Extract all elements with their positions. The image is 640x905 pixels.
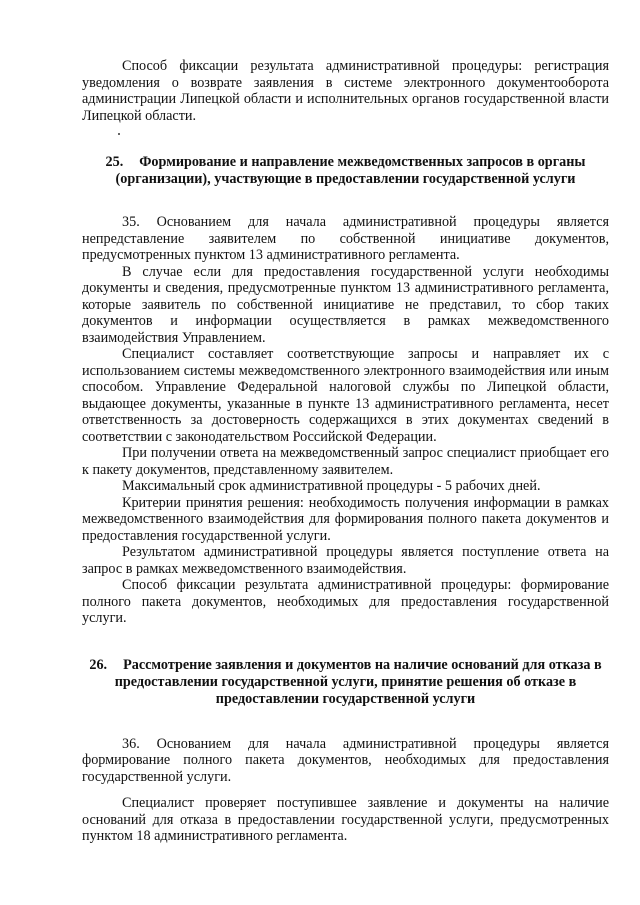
section-title: Рассмотрение заявления и документов на наличие оснований для отказа в предоставлении государственной услуги, принятие решения об отказе в предоставлении государственной услуги [114,656,602,707]
paragraph: Результатом административной процедуры является поступление ответа на запрос в рамках межведомственного взаимодействия. [82,544,609,577]
document-body [82,58,609,845]
paragraph-35: 35. Основанием для начала административной процедуры является непредставление заявителем по собственной инициативе документов, предусмотренных пунктом 13 административного регламента. [82,214,609,263]
paragraph: Максимальный срок административной процедуры - 5 рабочих дней. [122,478,541,494]
section-heading-25 [82,154,609,188]
paragraph: Специалист проверяет поступившее заявление и документы на наличие оснований для отказа в предоставлении государственной услуги, предусмотренных пунктом 18 административного регламента. [82,795,609,844]
paragraph: Критерии принятия решения: необходимость получения информации в рамках межведомственного взаимодействия для формирования полного пакета документов и предоставления государственной услуги. [82,494,609,544]
paragraph: В случае если для предоставления государственной услуги необходимы документы и сведения, предусмотренные пунктом 13 административного регламента, которые заявитель по собственной инициативе не представил, то сбор таких документов и информации осуществляется в рамках межведомственного взаимодействия Управлением. [82,263,609,346]
section-title: Формирование и направление межведомственных запросов в органы (организации), участвующие в предоставлении государственной услуги [115,154,586,187]
paragraph: Способ фиксации результата административной процедуры: формирование полного пакета документов, необходимых для предоставления государственной услуги. [82,577,609,626]
paragraph-36: 36. Основанием для начала административной процедуры является формирование полного пакета документов, необходимых для предоставления государственной услуги. [82,735,609,785]
section-heading-26 [82,657,609,708]
section-number: 26. [89,656,108,673]
section-number: 25. [105,154,124,170]
paragraph: Специалист составляет соответствующие запросы и направляет их с использованием системы межведомственного электронного взаимодействия или иным способом. Управление Федеральной налоговой службы по Липецкой области, выдающее документы, указанные в пункте 13 административного регламента, несет ответственность за достоверность содержащихся в этих документах сведений в соответствии с законодательством Российской Федерации. [82,346,609,445]
paragraph-fixation-method: Способ фиксации результата административной процедуры: регистрация уведомления о возврате заявления в системе электронного документооборота администрации Липецкой области и исполнительных органов государственной власти Липецкой области. [82,58,609,124]
paragraph: При получении ответа на межведомственный запрос специалист приобщает его к пакету документов, представленному заявителем. [82,445,609,478]
